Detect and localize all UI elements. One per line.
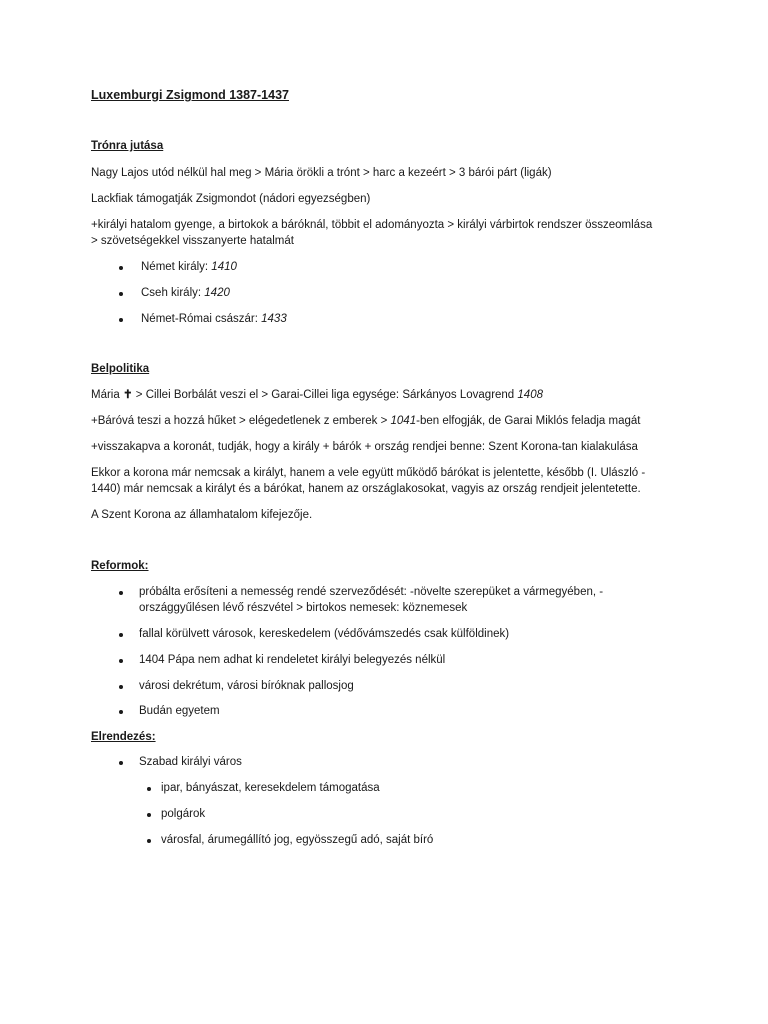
list-item-year: 1420 (204, 287, 230, 299)
paragraph: A Szent Korona az államhatalom kifejezője. (91, 509, 313, 521)
paragraph: +királyi hatalom gyenge, a birtokok a báróknál, többit el adományozta > királyi várbirtok rendszer összeomlása (91, 219, 653, 231)
text-span: Mária (91, 389, 123, 401)
bullet-icon (119, 761, 123, 765)
paragraph (91, 414, 640, 429)
paragraph: > szövetségekkel visszanyerte hatalmát (91, 235, 294, 247)
bullet-icon (119, 318, 123, 322)
list-item: próbálta erősíteni a nemesség rendé szerveződését: -növelte szerepüket a vármegyében, - (139, 586, 604, 598)
sub-bullet-icon (147, 787, 151, 791)
paragraph (91, 388, 543, 403)
document-title: Luxemburgi Zsigmond 1387-1437 (91, 88, 289, 102)
paragraph: Ekkor a korona már nemcsak a királyt, hanem a vele együtt működő bárókat is jelentette, később (I. Ulászló - (91, 467, 646, 479)
list-item (141, 286, 230, 301)
year-text: 1408 (517, 389, 543, 401)
bullet-icon (119, 710, 123, 714)
bullet-icon (119, 633, 123, 637)
sub-list-item: polgárok (161, 808, 206, 820)
sub-bullet-icon (147, 813, 151, 817)
section-heading-belpolitika: Belpolitika (91, 363, 150, 375)
list-item-year: 1433 (261, 313, 287, 325)
year-text: 1041 (390, 415, 417, 427)
paragraph: Nagy Lajos utód nélkül hal meg > Mária örökli a trónt > harc a kezeért > 3 bárói párt (ligák) (91, 167, 552, 179)
bullet-icon (119, 292, 123, 296)
sub-list-item: ipar, bányászat, keresekdelem támogatása (161, 782, 380, 794)
list-item-label: Cseh király: (141, 287, 205, 299)
section-heading-elrendezes: Elrendezés: (91, 731, 156, 743)
sub-bullet-icon (147, 839, 151, 843)
list-item-continuation: országgyűlésen lévő részvétel > birtokos nemesek: köznemesek (139, 602, 468, 614)
list-item (141, 260, 237, 275)
list-item: városi dekrétum, városi bíróknak pallosjog (139, 680, 354, 692)
list-item: Szabad királyi város (139, 756, 242, 768)
paragraph: Lackfiak támogatják Zsigmondot (nádori egyezségben) (91, 193, 371, 205)
text-span: +Báróvá teszi a hozzá hűket > elégedetlenek z emberek > (91, 415, 391, 427)
list-item-label: Német király: (141, 261, 212, 273)
paragraph: +visszakapva a koronát, tudják, hogy a király + bárók + ország rendjei benne: Szent Korona-tan kialakulása (91, 441, 638, 453)
bullet-icon (119, 685, 123, 689)
list-item-label: Német-Római császár: (141, 313, 262, 325)
bullet-icon (119, 266, 123, 270)
list-item: Budán egyetem (139, 705, 220, 717)
section-heading-tronra-jutasa: Trónra jutása (91, 140, 164, 152)
list-item: 1404 Pápa nem adhat ki rendeletet királyi belegyezés nélkül (139, 654, 446, 666)
paragraph: 1440) már nemcsak a királyt és a bárókat, hanem az országlakosokat, vagyis az ország rendjeit jelentetette. (91, 483, 641, 495)
section-heading-reformok: Reformok: (91, 560, 149, 572)
list-item (141, 312, 287, 327)
sub-list-item: városfal, árumegállító jog, egyösszegű adó, saját bíró (161, 834, 434, 846)
bullet-icon (119, 591, 123, 595)
text-span: -ben elfogják, de Garai Miklós feladja magát (416, 415, 641, 427)
list-item: fallal körülvett városok, kereskedelem (védővámszedés csak külföldinek) (139, 628, 510, 640)
cross-icon: ✝ (122, 389, 133, 401)
list-item-year: 1410 (211, 261, 237, 273)
text-span: > Cillei Borbálát veszi el > Garai-Cillei liga egysége: Sárkányos Lovagrend (132, 389, 518, 401)
bullet-icon (119, 659, 123, 663)
